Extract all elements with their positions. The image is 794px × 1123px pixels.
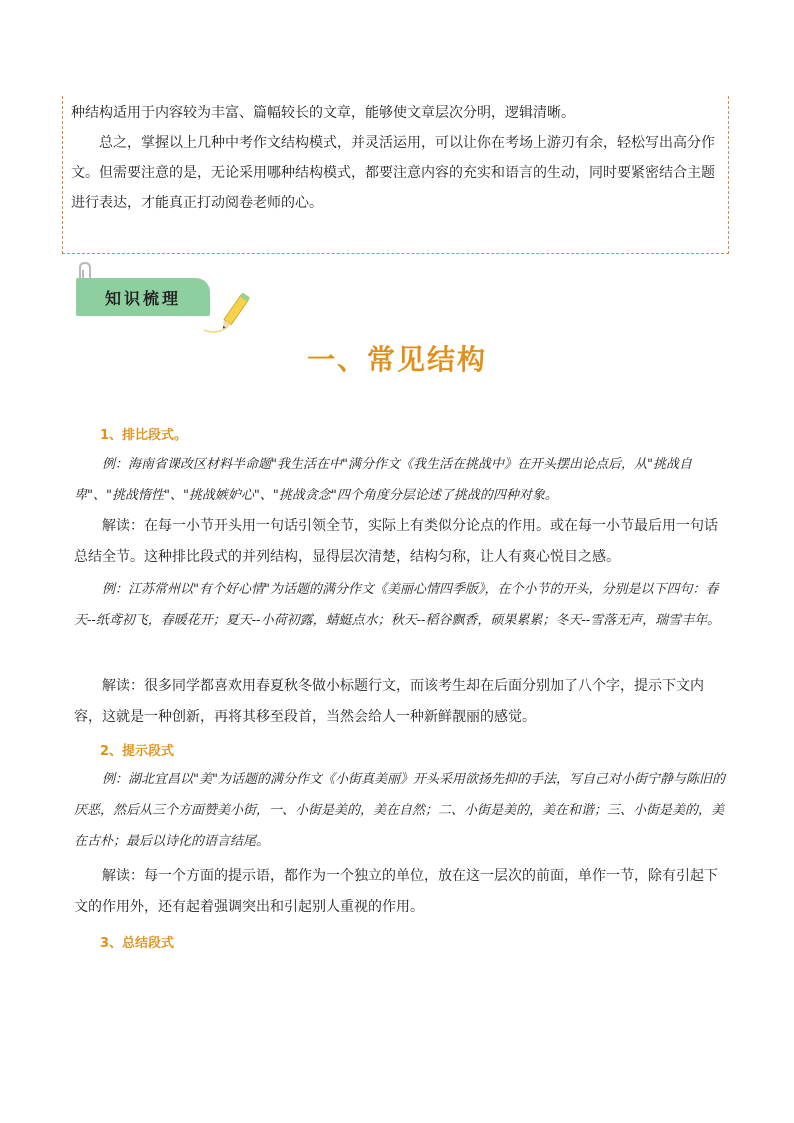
section-heading-3: 3、总结段式 — [100, 936, 175, 951]
section-heading-2: 2、提示段式 — [100, 744, 175, 759]
interpretation-1: 解读：在每一小节开头用一句话引领全节，实际上有类似分论点的作用。或在每一小节最后用一句话总结全节。这种排比段式的并列结构，显得层次清楚，结构匀称，让人有爽心悦目之感。 — [74, 518, 718, 565]
pencil-icon — [200, 286, 260, 336]
example-2: 例：江苏常州以"有个好心情"为话题的满分作文《美丽心情四季版》，在个小节的开头，分别是以下四句：春天--纸鸢初飞，春暖花开；夏天--小荷初露，蜻蜓点水；秋天--稻谷飘香，硕果累累；冬天--雪落无声，瑞雪丰年。 — [74, 582, 721, 628]
section-heading-1: 1、排比段式。 — [100, 428, 188, 443]
badge-label: 知识梳理 — [104, 288, 181, 308]
interpretation-2: 解读：很多同学都喜欢用春夏秋冬做小标题行文，而该考生却在后面分别加了八个字，提示下文内容，这就是一种创新，再将其移至段首，当然会给人一种新鲜靓丽的感觉。 — [74, 678, 704, 725]
section-badge — [76, 278, 210, 316]
interpretation-3: 解读：每一个方面的提示语，都作为一个独立的单位，放在这一层次的前面，单作一节，除有引起下文的作用外，还有起着强调突出和引起别人重视的作用。 — [74, 868, 718, 915]
summary-paragraph-2: 总之，掌握以上几种中考作文结构模式，并灵活运用，可以让你在考场上游刃有余，轻松写出高分作文。但需要注意的是，无论采用哪种结构模式，都要注意内容的充实和语言的生动，同时要紧密结合主题进行表达，才能真正打动阅卷老师的心。 — [71, 135, 715, 211]
summary-box — [62, 96, 729, 254]
example-1: 例：海南省课改区材料半命题"我生活在中"满分作文《我生活在挑战中》在开头摆出论点后，从"挑战自卑"、"挑战惰性"、"挑战嫉妒心"、"挑战贪念"四个角度分层论述了挑战的四种对象。 — [74, 457, 692, 503]
summary-paragraph-1: 种结构适用于内容较为丰富、篇幅较长的文章，能够使文章层次分明，逻辑清晰。 — [71, 105, 575, 121]
example-3: 例：湖北宜昌以"美"为话题的满分作文《小街真美丽》开头采用欲扬先抑的手法，写自己对小街宁静与陈旧的厌恶，然后从三个方面赞美小街，一、小街是美的，美在自然；二、小街是美的，美在和谐；三、小街是美的，美在古朴；最后以诗化的语言结尾。 — [74, 772, 725, 849]
page-title: 一、常见结构 — [306, 343, 487, 376]
